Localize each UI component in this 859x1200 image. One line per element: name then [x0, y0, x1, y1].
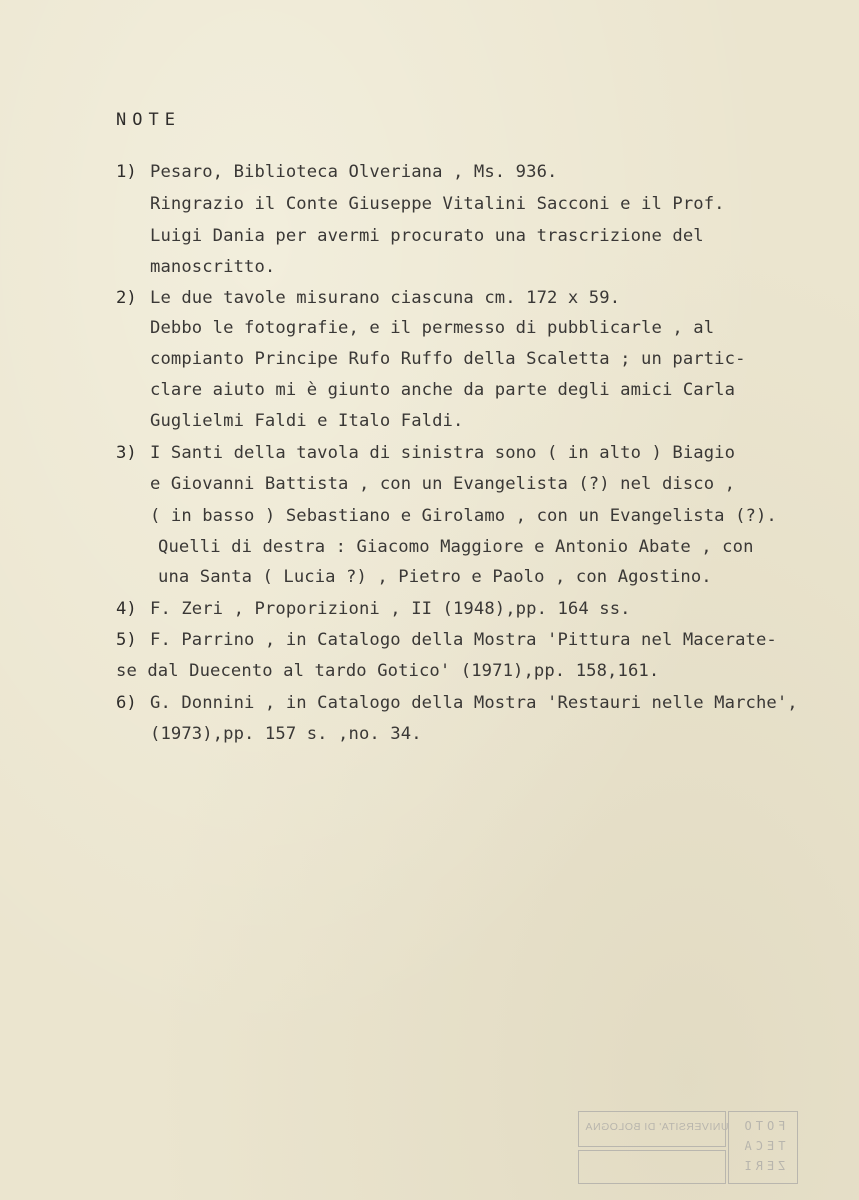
note-1-line-2: Ringrazio il Conte Giuseppe Vitalini Sacconi e il Prof. — [150, 194, 725, 214]
fototeca-stamp-line-1: FOTO — [740, 1119, 786, 1133]
note-3-number: 3) — [116, 443, 137, 463]
notes-heading: NOTE — [116, 110, 181, 130]
note-2-line-1: Le due tavole misurano ciascuna cm. 172 x 59. — [150, 288, 621, 308]
note-5-line-2: se dal Duecento al tardo Gotico' (1971),pp. 158,161. — [116, 661, 660, 681]
note-1-line-3: Luigi Dania per avermi procurato una trascrizione del — [150, 226, 704, 246]
note-3-line-3: ( in basso ) Sebastiano e Girolamo , con un Evangelista (?). — [150, 506, 777, 526]
note-2-line-5: Guglielmi Faldi e Italo Faldi. — [150, 411, 464, 431]
note-1-number: 1) — [116, 162, 137, 182]
note-4-number: 4) — [116, 599, 137, 619]
note-3-line-5: una Santa ( Lucia ?) , Pietro e Paolo , con Agostino. — [158, 567, 712, 587]
note-5-number: 5) — [116, 630, 137, 650]
note-4-line-1: F. Zeri , Proporizioni , II (1948),pp. 164 ss. — [150, 599, 631, 619]
note-2-line-2: Debbo le fotografie, e il permesso di pubblicarle , al — [150, 318, 715, 338]
note-6-line-2: (1973),pp. 157 s. ,no. 34. — [150, 724, 422, 744]
university-stamp-lower-box — [578, 1150, 726, 1184]
note-3-line-4: Quelli di destra : Giacomo Maggiore e Antonio Abate , con — [158, 537, 754, 557]
note-5-line-1: F. Parrino , in Catalogo della Mostra 'Pittura nel Macerate- — [150, 630, 777, 650]
fototeca-stamp — [728, 1111, 798, 1184]
note-3-line-1: I Santi della tavola di sinistra sono ( in alto ) Biagio — [150, 443, 736, 463]
fototeca-stamp-line-2: TECA — [740, 1139, 786, 1153]
note-2-line-4: clare aiuto mi è giunto anche da parte degli amici Carla — [150, 380, 736, 400]
note-6-number: 6) — [116, 693, 137, 713]
university-stamp — [578, 1111, 729, 1147]
note-1-line-1: Pesaro, Biblioteca Olveriana , Ms. 936. — [150, 162, 558, 182]
fototeca-stamp-line-3: ZERI — [740, 1159, 786, 1173]
university-stamp-text: UNIVERSITA' DI BOLOGNA — [585, 1121, 729, 1133]
note-3-line-2: e Giovanni Battista , con un Evangelista (?) nel disco , — [150, 474, 736, 494]
note-1-line-4: manoscritto. — [150, 257, 276, 277]
note-6-line-1: G. Donnini , in Catalogo della Mostra 'Restauri nelle Marche', — [150, 693, 798, 713]
note-2-line-3: compianto Principe Rufo Ruffo della Scaletta ; un partic- — [150, 349, 746, 369]
note-2-number: 2) — [116, 288, 137, 308]
